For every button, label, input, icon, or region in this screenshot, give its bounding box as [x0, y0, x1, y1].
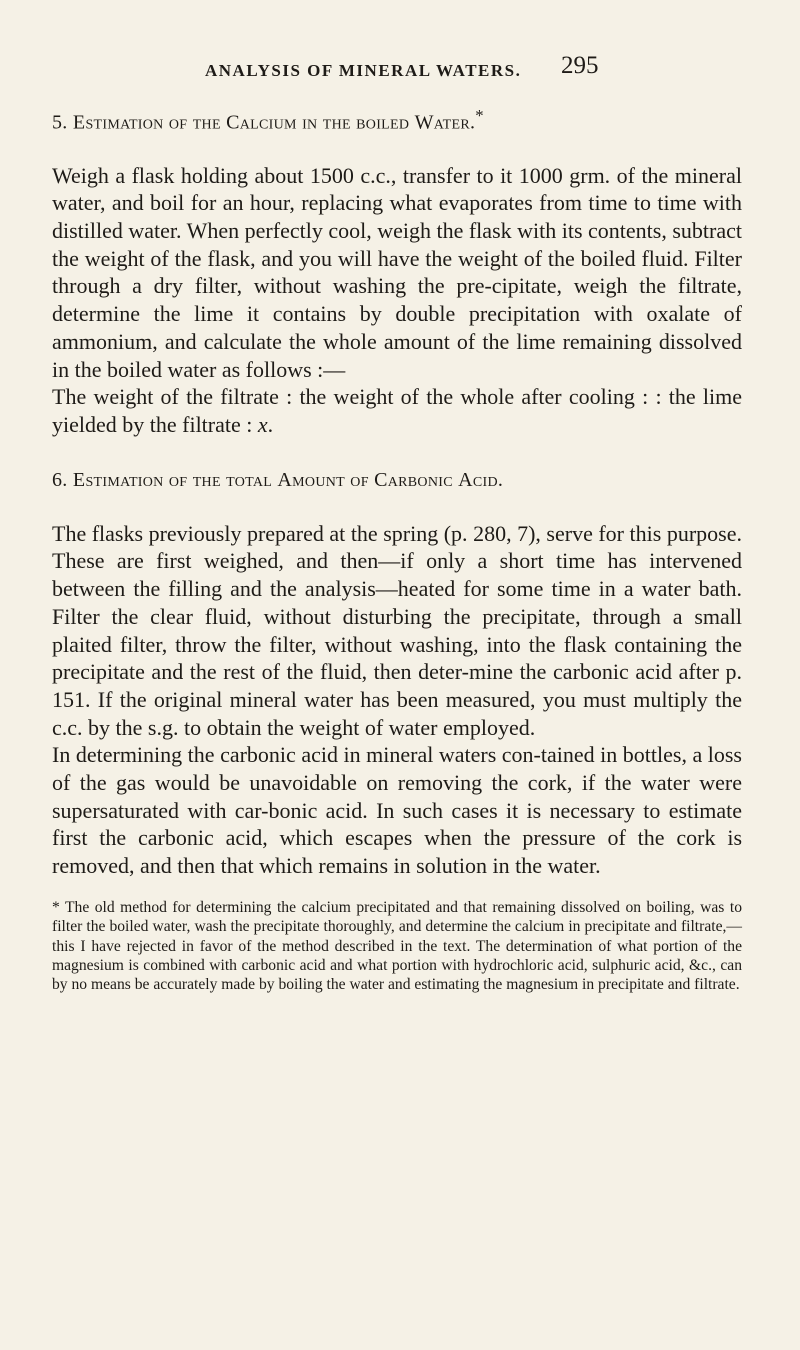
section-5-proportion: [52, 383, 742, 438]
running-title: ANALYSIS OF MINERAL WATERS.: [205, 61, 522, 80]
proportion-variable: x: [257, 411, 268, 437]
page-number: 295: [561, 52, 599, 79]
section-5-title-part2: alcium in the boiled: [239, 111, 415, 134]
section-5-title-part3: ater.: [433, 111, 476, 134]
section-6-title-part2: mount of: [292, 468, 375, 491]
section-6-paragraph-1: The flasks previously prepared at the spring (p. 280, 7), serve for this purpose. These are first weighed, and then—if only a short time has intervened between the filling and the analysis—heated for some time in a water bath. Filter the clear fluid, without disturbing the precipitate, through a small plaited filter, throw the filter, without washing, into the flask containing the precipitate and the rest of the fluid, then deter-mine the carbonic acid after p. 151. If the original mineral water has been measured, you must multiply the c.c. by the s.g. to obtain the weight of water employed.: [52, 520, 742, 740]
section-6-title-part3: arbonic: [387, 468, 459, 491]
section-6-title-a2: A: [458, 468, 473, 491]
section-5-title-w: W: [414, 111, 434, 134]
section-6-title-e: E: [72, 468, 86, 491]
section-5-title-e: E: [72, 111, 86, 134]
section-5-title-c: C: [226, 111, 240, 134]
section-6-title-a: A: [277, 468, 293, 491]
section-5-number: 5.: [52, 111, 68, 134]
section-6-paragraph-2: In determining the carbonic acid in mineral waters con-tained in bottles, a loss of the gas would be unavoidable on removing the cork, if the water were supersaturated with car-bonic acid. In such cases it is necessary to estimate first the carbonic acid, which escapes when the pressure of the cork is removed, and then that which remains in solution in the water.: [52, 742, 742, 879]
section-5-title-part1: stimation of the: [85, 111, 227, 134]
proportion-text: The weight of the filtrate : the weight of the whole after cooling : : the lime yielded by the filtrate :: [52, 384, 742, 437]
section-6-title-part1: stimation of the total: [85, 468, 278, 491]
section-6-title-part4: cid.: [472, 468, 504, 491]
running-header: [0, 52, 800, 92]
page-content: [52, 102, 742, 995]
section-6-number: 6.: [52, 468, 68, 491]
footnote: * The old method for determining the calcium precipitated and that remaining dissolved on boiling, was to filter the boiled water, wash the precipitate thoroughly, and determine the calcium in precipitate and filtrate,—this I have rejected in favor of the method described in the text. The determination of what portion of the magnesium is combined with carbonic acid and what portion with hydrochloric acid, sulphuric acid, &c., can by no means be accurately made by boiling the water and estimating the magnesium in precipitate and filtrate.: [52, 898, 742, 994]
proportion-end: .: [267, 411, 274, 437]
section-5-heading: [52, 102, 742, 137]
footnote-reference: *: [475, 106, 484, 125]
section-5-paragraph: Weigh a flask holding about 1500 c.c., transfer to it 1000 grm. of the mineral water, and boil for an hour, replacing what evaporates from time to time with distilled water. When perfectly cool, weigh the flask with its contents, subtract the weight of the flask, and you will have the weight of the boiled fluid. Filter through a dry filter, without washing the pre-cipitate, weigh the filtrate, determine the lime it contains by double precipitation with oxalate of ammonium, and calculate the whole amount of the lime remaining dissolved in the boiled water as follows :—: [52, 162, 742, 382]
section-6-title-c: C: [374, 468, 388, 491]
section-6-heading: [52, 466, 742, 494]
